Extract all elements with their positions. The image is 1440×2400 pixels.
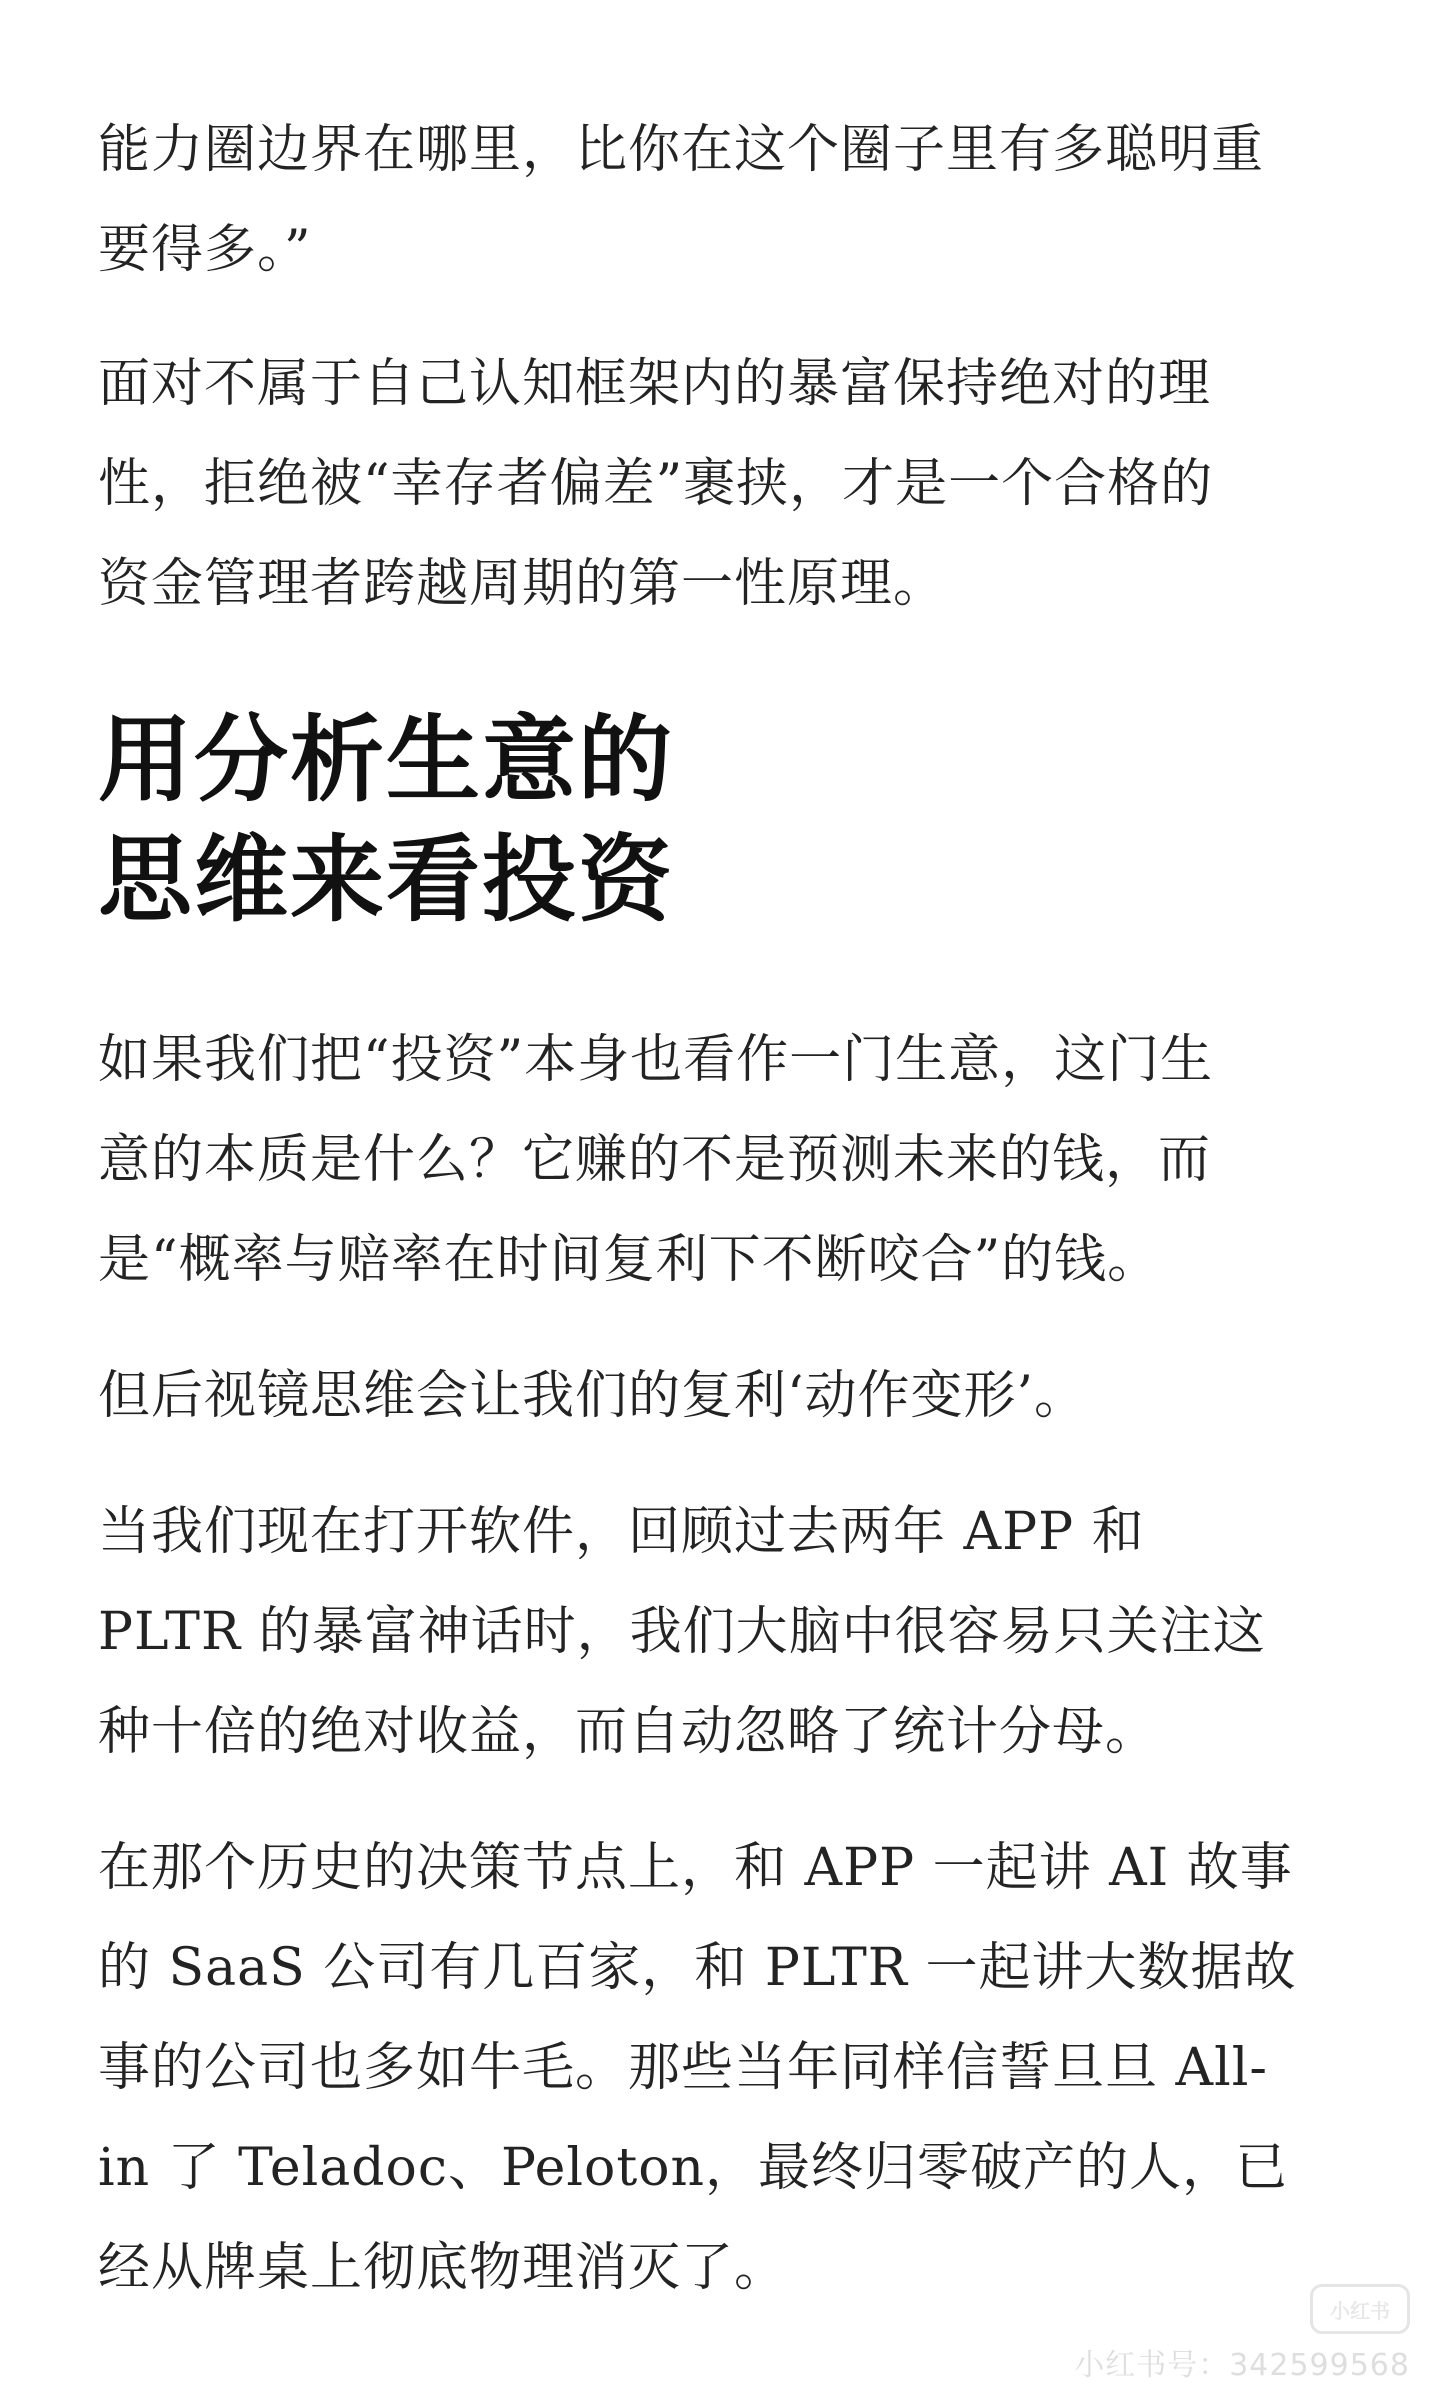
text-line: 面对不属于自己认知框架内的暴富保持绝对的理 xyxy=(98,354,1212,414)
text-line: 但后视镜思维会让我们的复利‘动作变形’。 xyxy=(98,1366,1088,1426)
text-line: 经从牌桌上彻底物理消灭了。 xyxy=(98,2238,788,2298)
text-line: 能力圈边界在哪里，比你在这个圈子里有多聪明重 xyxy=(98,120,1265,180)
text-line: 意的本质是什么？它赚的不是预测未来的钱，而 xyxy=(98,1130,1212,1190)
heading-line: 思维来看投资 xyxy=(98,825,675,935)
text-line: 种十倍的绝对收益，而自动忽略了统计分母。 xyxy=(98,1702,1159,1762)
watermark xyxy=(1074,2284,1410,2384)
paragraph-4 xyxy=(98,1346,1358,1446)
text-line: 资金管理者跨越周期的第一性原理。 xyxy=(98,554,947,614)
watermark-id: 小红书号：342599568 xyxy=(1074,2348,1410,2383)
paragraph-2 xyxy=(98,334,1358,634)
text-line: 要得多。” xyxy=(98,220,312,280)
text-line: in 了 Teladoc、Peloton，最终归零破产的人，已 xyxy=(98,2138,1289,2198)
text-line: 如果我们把“投资”本身也看作一门生意，这门生 xyxy=(98,1030,1214,1090)
text-line: 是“概率与赔率在时间复利下不断咬合”的钱。 xyxy=(98,1230,1161,1290)
watermark-logo: 小红书 xyxy=(1310,2284,1410,2334)
paragraph-3 xyxy=(98,1010,1358,1310)
text-line: 事的公司也多如牛毛。那些当年同样信誓旦旦 All- xyxy=(98,2038,1268,2098)
paragraph-6 xyxy=(98,1818,1358,2318)
section-heading xyxy=(98,700,1358,940)
heading-line: 用分析生意的 xyxy=(98,705,675,815)
paragraph-5 xyxy=(98,1482,1358,1782)
paragraph-1 xyxy=(98,100,1358,300)
text-line: 的 SaaS 公司有几百家，和 PLTR 一起讲大数据故 xyxy=(98,1938,1297,1998)
text-line: 当我们现在打开软件，回顾过去两年 APP 和 xyxy=(98,1502,1145,1562)
text-line: 性，拒绝被“幸存者偏差”裹挟，才是一个合格的 xyxy=(98,454,1214,514)
text-line: 在那个历史的决策节点上，和 APP 一起讲 AI 故事 xyxy=(98,1838,1293,1898)
text-line: PLTR 的暴富神话时，我们大脑中很容易只关注这 xyxy=(98,1602,1266,1662)
